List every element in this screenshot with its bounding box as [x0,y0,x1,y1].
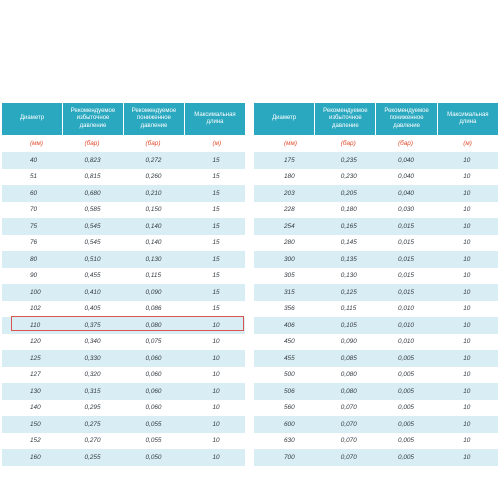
table-row [254,367,498,384]
table-cell: 455 [254,350,315,367]
table-cell: 506 [254,383,315,400]
table-cell: 0,115 [145,272,162,280]
table-cell: 0,275 [63,416,124,433]
table-cell: 0,060 [145,404,162,412]
table-row [254,251,498,268]
table-cell: 315 [254,284,315,301]
table-cell: 0,130 [340,272,357,280]
table-cell: 0,015 [376,284,437,301]
table-cell: 0,270 [84,437,101,445]
table-row [2,301,245,318]
table-cell: 10 [463,305,471,313]
table-cell: 90 [30,272,38,280]
table-cell: 10 [437,251,498,268]
table-cell: 0,005 [376,416,437,433]
table-cell: 0,823 [63,152,124,169]
table-cell: 0,030 [397,206,414,214]
table-row [2,433,245,450]
table-cell: 10 [463,371,471,379]
table-row [2,416,245,433]
header-diameter: Диаметр [2,103,63,135]
table-cell: 630 [284,437,295,445]
table-row [254,235,498,252]
table-row [254,449,498,466]
table-cell: 0,005 [397,371,414,379]
table-cell: 10 [463,338,471,346]
table-row [2,251,245,268]
table-row [254,383,498,400]
header-overpressure: Рекомендуемое избыточное давление [315,103,376,135]
table-cell: 0,015 [376,251,437,268]
table-cell: 0,060 [123,383,184,400]
table-cell: 10 [463,206,471,214]
table-cell: 10 [184,317,245,334]
table-cell: 10 [437,350,498,367]
table-row [254,152,498,169]
table-row [254,334,498,351]
table-cell: 0,330 [63,350,124,367]
table-cell: 120 [30,338,41,346]
table-cell: 0,140 [145,239,162,247]
table-cell: 10 [437,218,498,235]
table-row [254,301,498,318]
table-cell: 0,375 [63,317,124,334]
table-cell: 10 [463,437,471,445]
table-cell: 15 [212,272,220,280]
table-cell: 0,005 [376,383,437,400]
table-cell: 0,015 [397,272,414,280]
table-cell: 15 [184,284,245,301]
table-cell: 0,055 [123,416,184,433]
table-row [254,350,498,367]
unit-cell: (бар) [315,135,376,152]
table-cell: 0,005 [376,350,437,367]
table-cell: 0,070 [315,416,376,433]
table-row [254,218,498,235]
table-cell: 0,260 [145,173,162,181]
table-cell: 0,340 [84,338,101,346]
table-cell: 0,070 [340,437,357,445]
table-cell: 15 [212,206,220,214]
table-cell: 0,075 [145,338,162,346]
table-cell: 0,545 [84,239,101,247]
table-cell: 0,585 [84,206,101,214]
right-table [254,103,498,466]
table-cell: 0,180 [340,206,357,214]
table-cell: 0,545 [63,218,124,235]
table-cell: 0,070 [315,449,376,466]
table-cell: 10 [463,239,471,247]
table-cell: 10 [184,449,245,466]
table-cell: 0,680 [63,185,124,202]
table-cell: 0,015 [376,218,437,235]
table-cell: 254 [254,218,315,235]
table-cell: 0,130 [123,251,184,268]
table-cell: 0,145 [340,239,357,247]
table-row [254,169,498,186]
unit-cell: (бар) [63,135,124,152]
table-row [254,268,498,285]
table-cell: 356 [284,305,295,313]
table-cell: 140 [30,404,41,412]
unit-cell: (бар) [123,135,184,152]
table-cell: 15 [184,152,245,169]
unit-cell: (м) [437,135,498,152]
table-cell: 10 [463,173,471,181]
table-cell: 700 [254,449,315,466]
table-cell: 10 [463,272,471,280]
units-row [2,135,245,152]
table-cell: 15 [212,305,220,313]
table-cell: 10 [463,404,471,412]
table-cell: 80 [2,251,63,268]
table-cell: 0,455 [84,272,101,280]
table-cell: 0,050 [123,449,184,466]
left-table-body [2,135,245,466]
table-row [2,317,245,334]
table-cell: 0,815 [84,173,101,181]
table-cell: 160 [2,449,63,466]
table-cell: 75 [2,218,63,235]
table-cell: 15 [184,185,245,202]
table-cell: 40 [2,152,63,169]
table-cell: 0,040 [397,173,414,181]
table-cell: 0,140 [123,218,184,235]
table-row [2,202,245,219]
table-cell: 10 [212,338,220,346]
table-cell: 51 [30,173,38,181]
table-cell: 0,055 [145,437,162,445]
table-cell: 0,040 [376,152,437,169]
table-cell: 0,010 [376,317,437,334]
header-underpressure: Рекомендуемое пониженное давление [376,103,437,135]
table-row [2,152,245,169]
table-cell: 0,090 [123,284,184,301]
table-row [254,433,498,450]
table-cell: 130 [2,383,63,400]
table-row [2,334,245,351]
table-row [254,202,498,219]
table-cell: 10 [437,383,498,400]
table-cell: 0,090 [340,338,357,346]
table-cell: 10 [184,416,245,433]
right-table-body [254,135,498,466]
table-cell: 0,060 [145,371,162,379]
table-cell: 0,005 [397,404,414,412]
table-cell: 150 [2,416,63,433]
table-cell: 305 [284,272,295,280]
table-row [254,185,498,202]
table-cell: 10 [437,185,498,202]
unit-cell: (мм) [2,135,63,152]
table-cell: 0,150 [145,206,162,214]
table-cell: 228 [284,206,295,214]
header-overpressure: Рекомендуемое избыточное давление [63,103,124,135]
table-cell: 0,135 [315,251,376,268]
table-cell: 500 [284,371,295,379]
unit-cell: (м) [184,135,245,152]
table-cell: 0,070 [340,404,357,412]
table-cell: 15 [212,239,220,247]
table-cell: 0,080 [315,383,376,400]
table-cell: 450 [284,338,295,346]
table-cell: 0,105 [315,317,376,334]
table-cell: 10 [437,449,498,466]
table-row [254,400,498,417]
table-row [254,284,498,301]
table-cell: 10 [212,371,220,379]
table-cell: 0,060 [123,350,184,367]
table-row [2,400,245,417]
table-cell: 0,210 [123,185,184,202]
table-cell: 0,272 [123,152,184,169]
table-row [2,350,245,367]
table-row [2,169,245,186]
table-cell: 0,005 [397,437,414,445]
table-cell: 0,005 [376,449,437,466]
table-cell: 15 [212,173,220,181]
table-row [254,416,498,433]
header-underpressure: Рекомендуемое пониженное давление [123,103,184,135]
table-cell: 0,080 [123,317,184,334]
header-diameter: Диаметр [254,103,315,135]
table-cell: 0,205 [315,185,376,202]
table-cell: 10 [212,404,220,412]
table-cell: 0,125 [315,284,376,301]
units-row [254,135,498,152]
table-cell: 110 [2,317,63,334]
table-row [2,185,245,202]
table-cell: 0,315 [63,383,124,400]
table-cell: 406 [254,317,315,334]
table-row [2,383,245,400]
table-cell: 100 [2,284,63,301]
table-cell: 0,410 [63,284,124,301]
table-cell: 0,010 [397,338,414,346]
table-row [2,367,245,384]
table-cell: 0,085 [315,350,376,367]
table-cell: 0,320 [84,371,101,379]
table-cell: 0,295 [84,404,101,412]
table-cell: 180 [284,173,295,181]
table-cell: 0,015 [397,239,414,247]
table-cell: 0,230 [340,173,357,181]
table-cell: 0,405 [84,305,101,313]
table-cell: 102 [30,305,41,313]
table-cell: 0,510 [63,251,124,268]
table-row [2,235,245,252]
table-row [2,268,245,285]
table-cell: 60 [2,185,63,202]
table-cell: 0,080 [340,371,357,379]
table-cell: 152 [30,437,41,445]
table-cell: 600 [254,416,315,433]
table-cell: 0,040 [376,185,437,202]
table-cell: 280 [284,239,295,247]
table-header [254,103,498,135]
table-cell: 10 [212,437,220,445]
table-cell: 70 [30,206,38,214]
table-row [254,317,498,334]
header-max-length: Максимальная длина [437,103,498,135]
table-cell: 10 [437,317,498,334]
table-cell: 300 [254,251,315,268]
table-cell: 10 [437,284,498,301]
table-cell: 10 [437,416,498,433]
table-cell: 0,255 [63,449,124,466]
header-max-length: Максимальная длина [184,103,245,135]
table-cell: 76 [30,239,38,247]
table-cell: 203 [254,185,315,202]
table-cell: 125 [2,350,63,367]
table-cell: 10 [184,383,245,400]
table-cell: 10 [437,152,498,169]
unit-cell: (бар) [376,135,437,152]
table-row [2,284,245,301]
table-cell: 15 [184,251,245,268]
table-cell: 15 [184,218,245,235]
unit-cell: (мм) [254,135,315,152]
left-table [2,103,245,466]
table-row [2,449,245,466]
table-header [2,103,245,135]
table-cell: 0,165 [315,218,376,235]
table-cell: 0,010 [397,305,414,313]
table-cell: 560 [284,404,295,412]
table-cell: 0,086 [145,305,162,313]
table-cell: 0,115 [340,305,357,313]
table-cell: 0,235 [315,152,376,169]
table-cell: 175 [254,152,315,169]
table-row [2,218,245,235]
table-cell: 10 [184,350,245,367]
table-cell: 127 [30,371,41,379]
